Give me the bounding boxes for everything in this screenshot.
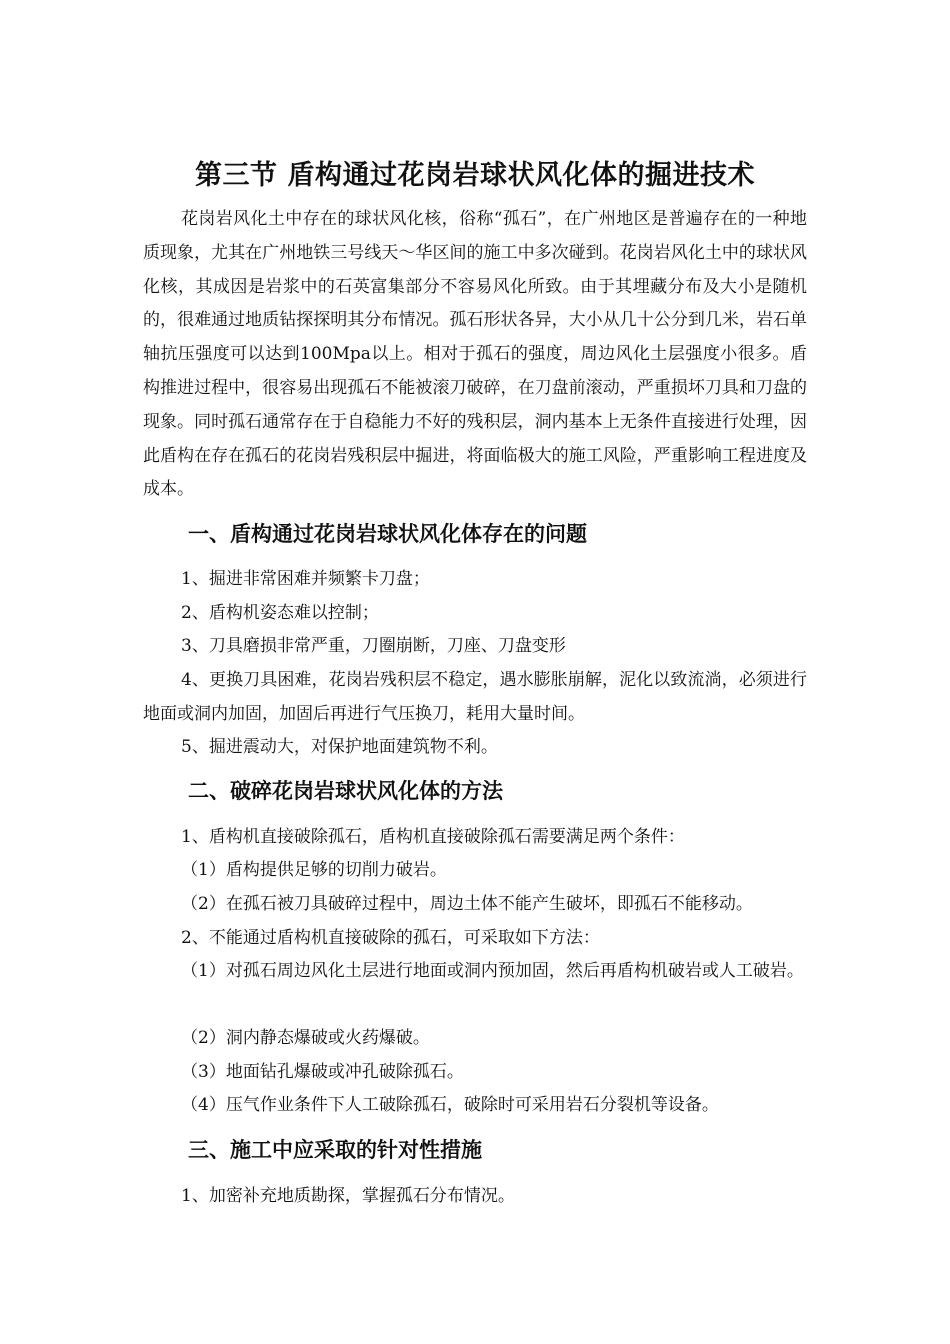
list-item: （3）地面钻孔爆破或冲孔破除孤石。 bbox=[181, 1062, 464, 1082]
page-title: 第三节 盾构通过花岗岩球状风化体的掘进技术 bbox=[195, 160, 755, 192]
list-item: 4、更换刀具困难，花岗岩残积层不稳定，遇水膨胀崩解，泥化以致流淌，必须进行地面或洞内加固，加固后再进行气压换刀，耗用大量时间。 bbox=[143, 670, 807, 724]
list-item: （4）压气作业条件下人工破除孤石，破除时可采用岩石分裂机等设备。 bbox=[181, 1095, 719, 1115]
list-item: （2）在孤石被刀具破碎过程中，周边土体不能产生破坏，即孤石不能移动。 bbox=[181, 894, 753, 914]
list-item: 1、掘进非常困难并频繁卡刀盘； bbox=[181, 569, 430, 589]
section-heading-2: 二、破碎花岗岩球状风化体的方法 bbox=[188, 778, 503, 803]
list-item: 2、盾构机姿态难以控制； bbox=[181, 603, 379, 623]
section-heading-3: 三、施工中应采取的针对性措施 bbox=[188, 1137, 482, 1162]
list-item: 3、刀具磨损非常严重，刀圈崩断，刀座、刀盘变形 bbox=[181, 636, 566, 656]
list-item: 5、掘进震动大，对保护地面建筑物不利。 bbox=[181, 737, 498, 757]
section-heading-1: 一、盾构通过花岗岩球状风化体存在的问题 bbox=[188, 521, 587, 546]
list-item: 1、盾构机直接破除孤石，盾构机直接破除孤石需要满足两个条件： bbox=[181, 827, 685, 847]
list-item: 1、加密补充地质勘探，掌握孤石分布情况。 bbox=[181, 1186, 515, 1206]
list-item: 2、不能通过盾构机直接破除的孤石，可采取如下方法： bbox=[181, 928, 600, 948]
intro-paragraph: 花岗岩风化土中存在的球状风化核，俗称“孤石”，在广州地区是普遍存在的一种地质现象，尤其在广州地铁三号线天～华区间的施工中多次碰到。花岗岩风化土中的球状风化核，其成因是岩浆中的石英富集部分不容易风化所致。由于其埋藏分布及大小是随机的，很难通过地质钻探探明其分布情况。孤石形状各异，大小从几十公分到几米，岩石单轴抗压强度可以达到100Mpa以上。相对于孤石的强度，周边风化土层强度小很多。盾构推进过程中，很容易出现孤石不能被滚刀破碎，在刀盘前滚动，严重损坏刀具和刀盘的现象。同时孤石通常存在于自稳能力不好的残积层，洞内基本上无条件直接进行处理，因此盾构在存在孤石的花岗岩残积层中掘进，将面临极大的施工风险，严重影响工程进度及成本。 bbox=[143, 209, 807, 500]
list-item: （2）洞内静态爆破或火药爆破。 bbox=[181, 1028, 430, 1048]
list-item: （1）盾构提供足够的切削力破岩。 bbox=[181, 860, 447, 880]
list-item: （1）对孤石周边风化土层进行地面或洞内预加固，然后再盾构机破岩或人工破岩。 bbox=[181, 961, 804, 981]
